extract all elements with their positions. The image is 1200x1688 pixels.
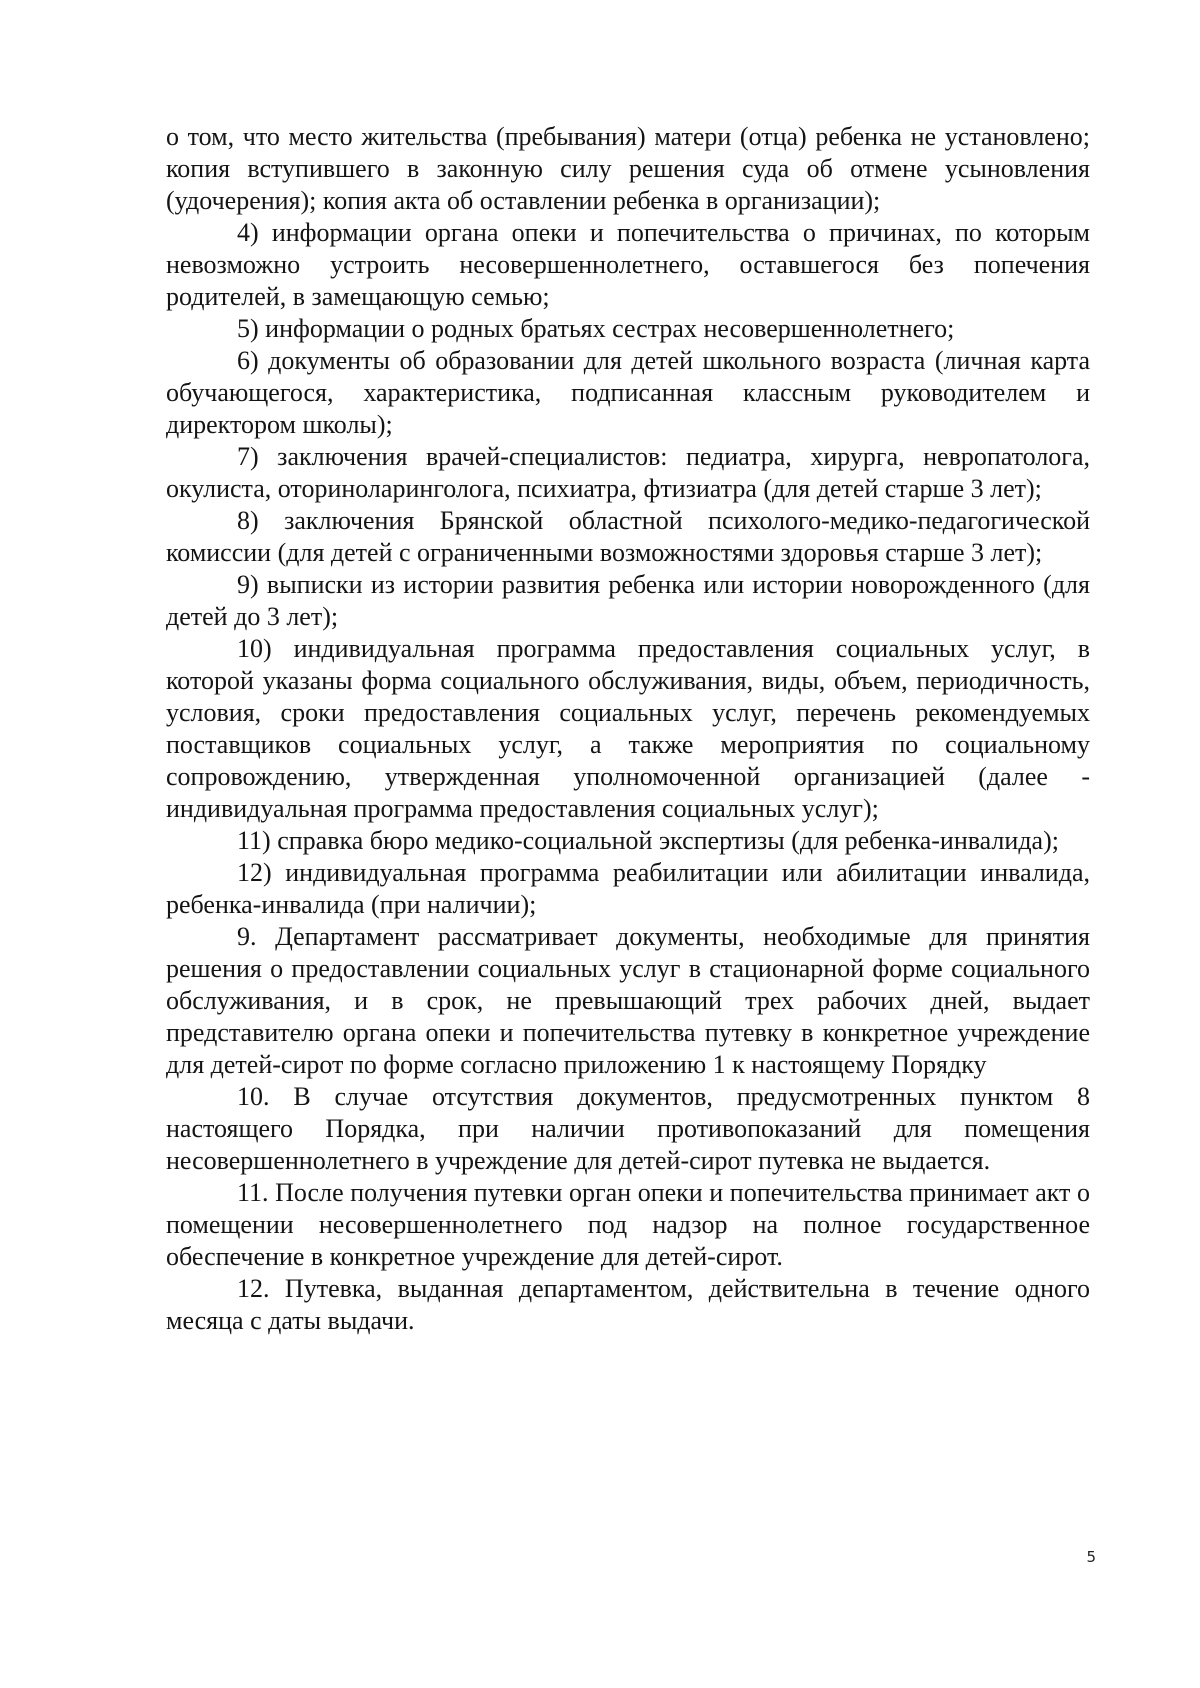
paragraph-item-6: 6) документы об образовании для детей школьного возраста (личная карта обучающегося, характеристика, подписанная классным руководителем и директором школы); bbox=[166, 346, 1090, 439]
paragraph-continuation: о том, что место жительства (пребывания) матери (отца) ребенка не установлено; копия вступившего в законную силу решения суда об отмене усыновления (удочерения); копия акта об оставлении ребенка в организации); bbox=[166, 122, 1090, 215]
paragraph-clause-10: 10. В случае отсутствия документов, предусмотренных пунктом 8 настоящего Порядка, при наличии противопоказаний для помещения несовершеннолетнего в учреждение для детей-сирот путевка не выдается. bbox=[166, 1082, 1090, 1175]
paragraph-item-11: 11) справка бюро медико-социальной экспертизы (для ребенка-инвалида); bbox=[237, 826, 1059, 855]
paragraph-item-7: 7) заключения врачей-специалистов: педиатра, хирурга, невропатолога, окулиста, оториноларинголога, психиатра, фтизиатра (для детей старше 3 лет); bbox=[166, 442, 1090, 503]
paragraph-item-10: 10) индивидуальная программа предоставления социальных услуг, в которой указаны форма социального обслуживания, виды, объем, периодичность, условия, сроки предоставления социальных услуг, перечень рекомендуемых поставщиков социальных услуг, а также мероприятия по социальному сопровождению, утвержденная уполномоченной организацией (далее - индивидуальная программа предоставления социальных услуг); bbox=[166, 634, 1090, 823]
paragraph-item-9: 9) выписки из истории развития ребенка или истории новорожденного (для детей до 3 лет); bbox=[166, 570, 1090, 631]
paragraph-item-5: 5) информации о родных братьях сестрах несовершеннолетнего; bbox=[237, 314, 955, 343]
paragraph-item-12: 12) индивидуальная программа реабилитации или абилитации инвалида, ребенка-инвалида (при наличии); bbox=[166, 858, 1090, 919]
paragraph-item-4: 4) информации органа опеки и попечительства о причинах, по которым невозможно устроить несовершеннолетнего, оставшегося без попечения родителей, в замещающую семью; bbox=[166, 218, 1090, 311]
document-body bbox=[166, 121, 1090, 1337]
paragraph-item-8: 8) заключения Брянской областной психолого-медико-педагогической комиссии (для детей с ограниченными возможностями здоровья старше 3 лет); bbox=[166, 506, 1090, 567]
paragraph-clause-12: 12. Путевка, выданная департаментом, действительна в течение одного месяца с даты выдачи. bbox=[166, 1274, 1090, 1335]
page-number: 5 bbox=[1086, 1548, 1096, 1566]
paragraph-clause-9: 9. Департамент рассматривает документы, необходимые для принятия решения о предоставлении социальных услуг в стационарной форме социального обслуживания, и в срок, не превышающий трех рабочих дней, выдает представителю органа опеки и попечительства путевку в конкретное учреждение для детей-сирот по форме согласно приложению 1 к настоящему Порядку bbox=[166, 922, 1090, 1079]
paragraph-clause-11: 11. После получения путевки орган опеки и попечительства принимает акт о помещении несовершеннолетнего под надзор на полное государственное обеспечение в конкретное учреждение для детей-сирот. bbox=[166, 1178, 1090, 1271]
